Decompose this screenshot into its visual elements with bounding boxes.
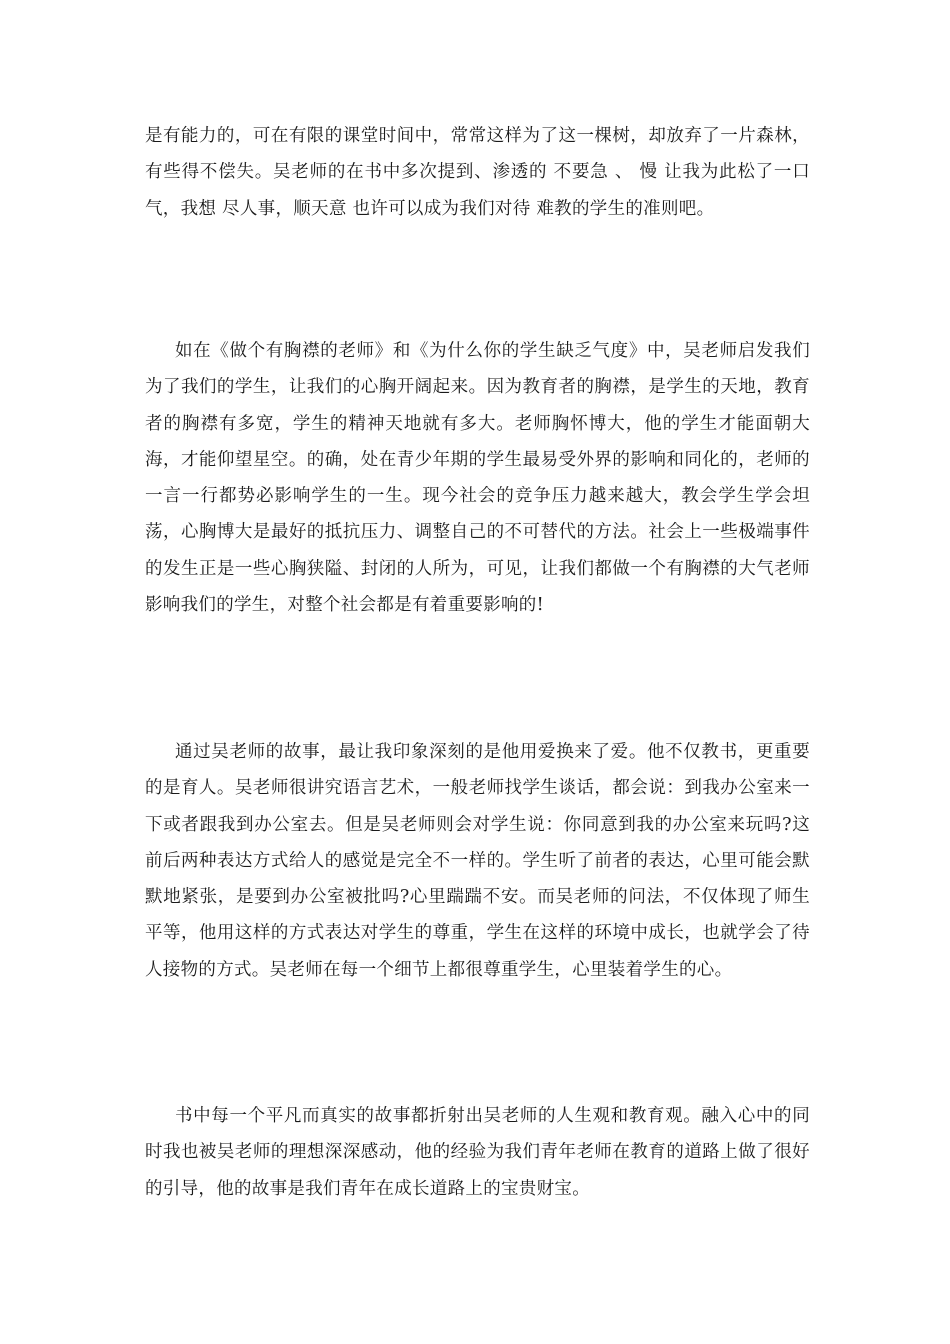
paragraph-continuation: 是有能力的，可在有限的课堂时间中，常常这样为了这一棵树，却放弃了一片森林，有些得不偿失。吴老师的在书中多次提到、渗透的 不要急 、 慢 让我为此松了一口气，我想 尽人事，顺天意 也许可以成为我们对待 难教的学生的准则吧。: [145, 126, 810, 219]
paragraph-broad-mind: 如在《做个有胸襟的老师》和《为什么你的学生缺乏气度》中，吴老师启发我们为了我们的学生，让我们的心胸开阔起来。因为教育者的胸襟，是学生的天地，教育者的胸襟有多宽，学生的精神天地就有多大。老师胸怀博大，他的学生才能面朝大海，才能仰望星空。的确，处在青少年期的学生最易受外界的影响和同化的，老师的一言一行都势必影响学生的一生。现今社会的竞争压力越来越大，教会学生学会坦荡，心胸博大是最好的抵抗压力、调整自己的不可替代的方法。社会上一些极端事件的发生正是一些心胸狭隘、封闭的人所为，可见，让我们都做一个有胸襟的大气老师影响我们的学生，对整个社会都是有着重要影响的!: [145, 341, 810, 616]
paragraph-conclusion: 书中每一个平凡而真实的故事都折射出吴老师的人生观和教育观。融入心中的同时我也被吴老师的理想深深感动，他的经验为我们青年老师在教育的道路上做了很好的引导，他的故事是我们青年在成长道路上的宝贵财宝。: [145, 1106, 810, 1199]
paragraph-love-for-love: 通过吴老师的故事，最让我印象深刻的是他用爱换来了爱。他不仅教书，更重要的是育人。吴老师很讲究语言艺术，一般老师找学生谈话，都会说：到我办公室来一下或者跟我到办公室去。但是吴老师则会对学生说：你同意到我的办公室来玩吗?这前后两种表达方式给人的感觉是完全不一样的。学生听了前者的表达，心里可能会默默地紧张，是要到办公室被批吗?心里踹踹不安。而吴老师的问法，不仅体现了师生平等，他用这样的方式表达对学生的尊重，学生在这样的环境中成长，也就学会了待人接物的方式。吴老师在每一个细节上都很尊重学生，心里装着学生的心。: [145, 742, 810, 980]
